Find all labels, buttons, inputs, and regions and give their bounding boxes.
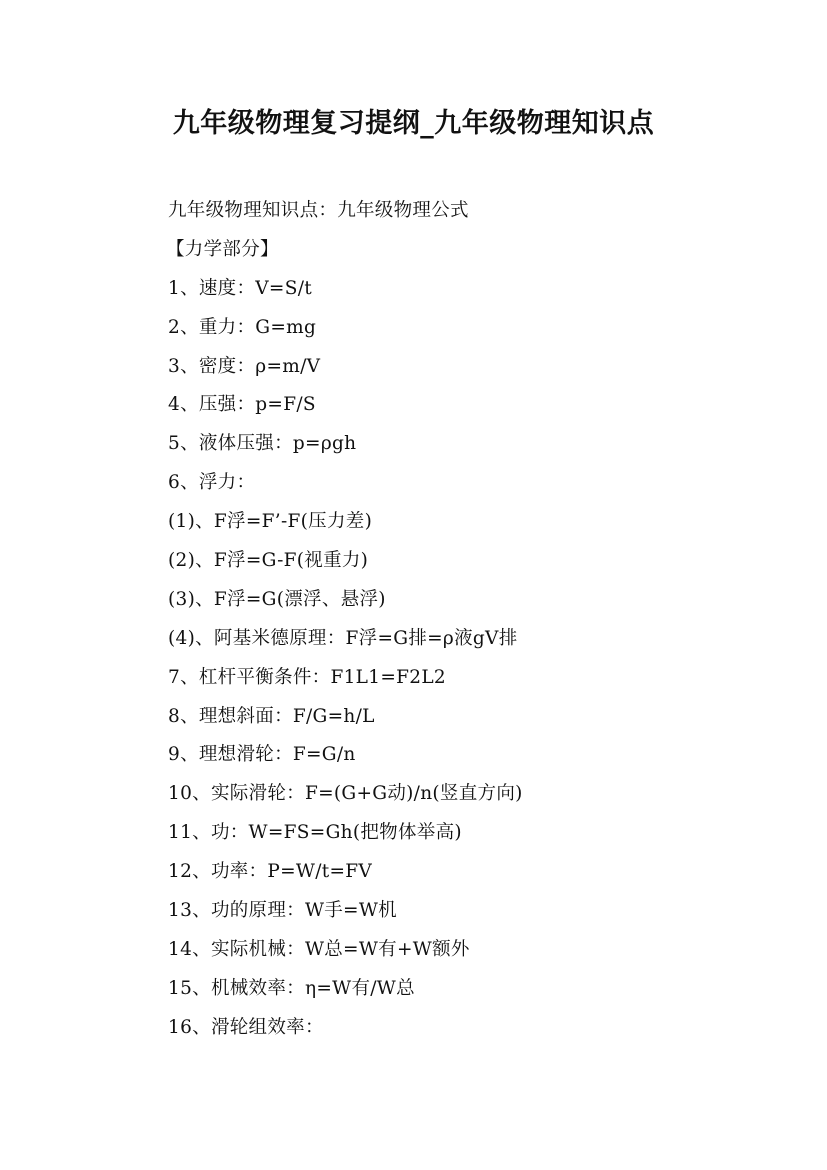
document-title: 九年级物理复习提纲_九年级物理知识点 [172,108,655,139]
formula-line: 5、液体压强：p=ρgh [168,433,357,455]
formula-line: 7、杠杆平衡条件：F1L1=F2L2 [168,666,446,688]
formula-subline: (2)、F浮=G-F(视重力) [168,550,369,572]
formula-subline: (4)、阿基米德原理：F浮=G排=ρ液gV排 [168,627,518,649]
intro-line: 九年级物理知识点：九年级物理公式 [168,200,469,221]
formula-line: 3、密度：ρ=m/V [168,355,321,377]
formula-line: 12、功率：P=W/t=FV [168,861,373,883]
formula-line: 4、压强：p=F/S [168,394,316,416]
formula-subline: (3)、F浮=G(漂浮、悬浮) [168,588,386,610]
formula-subline: (1)、F浮=F’-F(压力差) [168,511,373,533]
formula-line: 6、浮力： [168,472,256,494]
formula-line: 11、功：W=FS=Gh(把物体举高) [168,822,462,844]
formula-line: 8、理想斜面：F/G=h/L [168,705,375,727]
formula-line: 2、重力：G=mg [168,316,317,338]
section-heading-mechanics: 【力学部分】 [166,238,279,260]
formula-line: 14、实际机械：W总=W有+W额外 [168,938,470,960]
formula-line: 15、机械效率：η=W有/W总 [168,977,415,999]
formula-line: 9、理想滑轮：F=G/n [168,744,356,766]
formula-line: 10、实际滑轮：F=(G+G动)/n(竖直方向) [168,783,523,805]
formula-line: 1、速度：V=S/t [168,277,312,299]
formula-line: 13、功的原理：W手=W机 [168,900,397,922]
formula-line: 16、滑轮组效率： [168,1016,324,1038]
document-body [168,195,788,1051]
